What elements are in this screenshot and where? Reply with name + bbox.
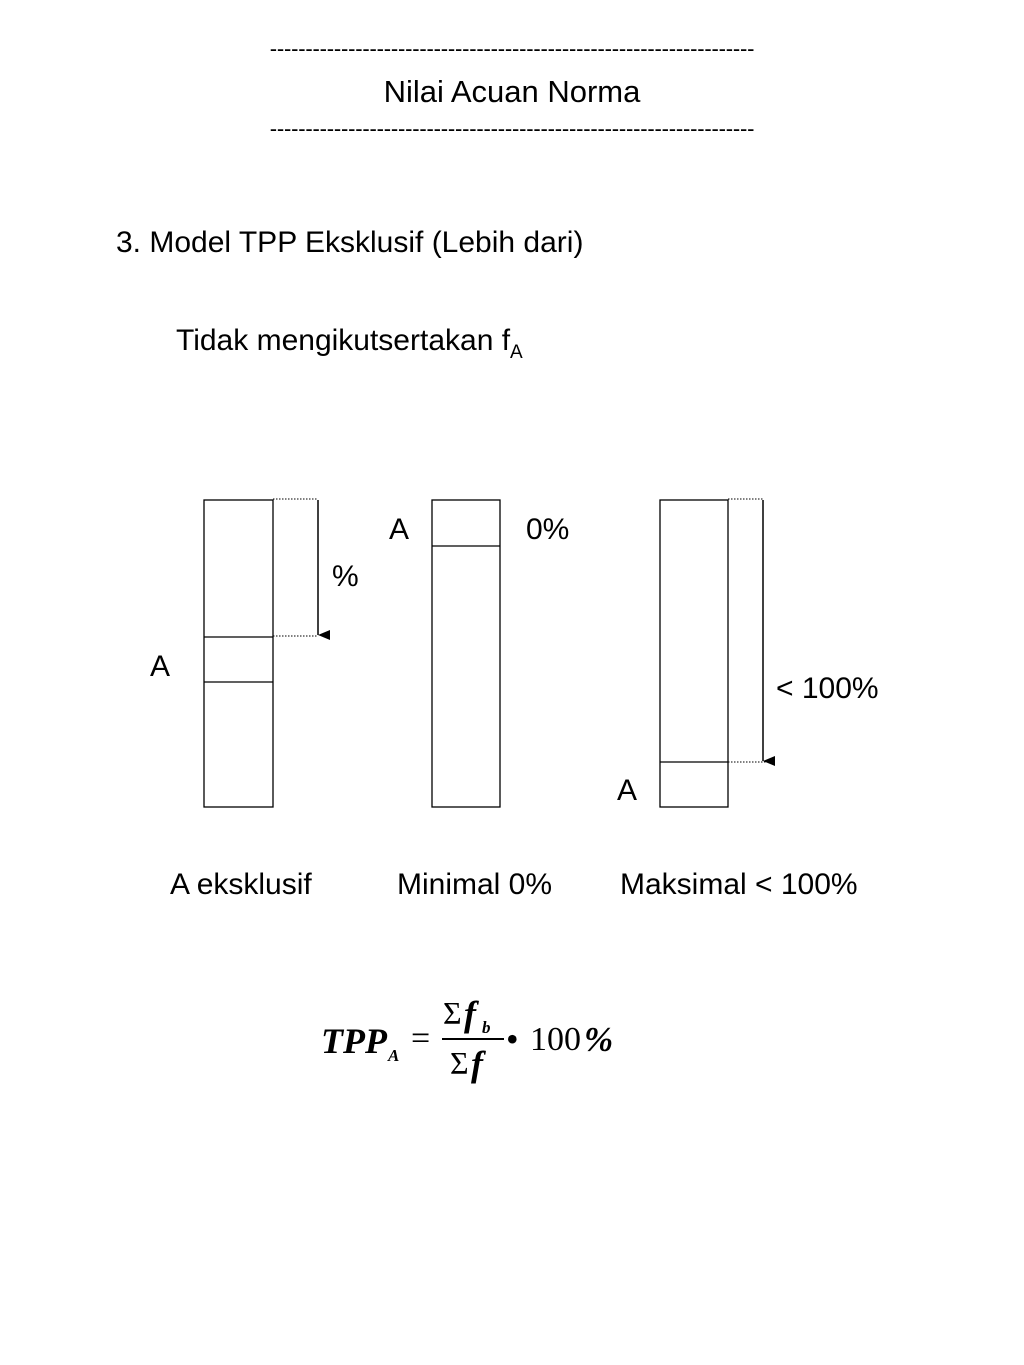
subtitle-text: Tidak mengikutsertakan f	[176, 324, 511, 357]
page-title: Nilai Acuan Norma	[383, 74, 641, 109]
formula-den-sigma: Σ	[450, 1045, 469, 1081]
panel1-column	[204, 500, 273, 807]
header-rule-bottom: --------------------------------------------------------------------	[269, 116, 755, 141]
panel2-a-label: A	[389, 513, 410, 546]
formula-num-sigma: Σ	[443, 995, 462, 1031]
formula-lhs: TPP	[321, 1021, 387, 1061]
formula-fraction-bar	[442, 1038, 504, 1040]
subtitle-subscript: A	[510, 342, 523, 363]
formula-num-subscript: b	[482, 1018, 491, 1037]
formula-den-f: f	[471, 1044, 483, 1084]
formula-hundred: 100	[530, 1021, 581, 1058]
formula-percent: %	[584, 1020, 614, 1059]
panel3-percent-label: < 100%	[776, 672, 879, 705]
panel2-caption: Minimal 0%	[397, 868, 553, 901]
panel1-caption: A eksklusif	[170, 868, 312, 901]
formula-equals: =	[411, 1020, 431, 1057]
section-title: 3. Model TPP Eksklusif (Lebih dari)	[116, 226, 584, 259]
formula-lhs-subscript: A	[388, 1046, 400, 1065]
panel1-a-label: A	[150, 650, 171, 683]
tpp-formula	[316, 990, 646, 1100]
header-rule-top: --------------------------------------------------------------------	[269, 36, 755, 61]
panel3-a-label: A	[617, 774, 638, 807]
formula-num-f: f	[464, 994, 476, 1034]
panel3-caption: Maksimal < 100%	[620, 868, 858, 901]
panel3-column	[660, 500, 728, 807]
panel1-percent-label: %	[332, 560, 359, 593]
panel2-percent-label: 0%	[526, 513, 570, 546]
formula-dot: •	[506, 1019, 519, 1059]
